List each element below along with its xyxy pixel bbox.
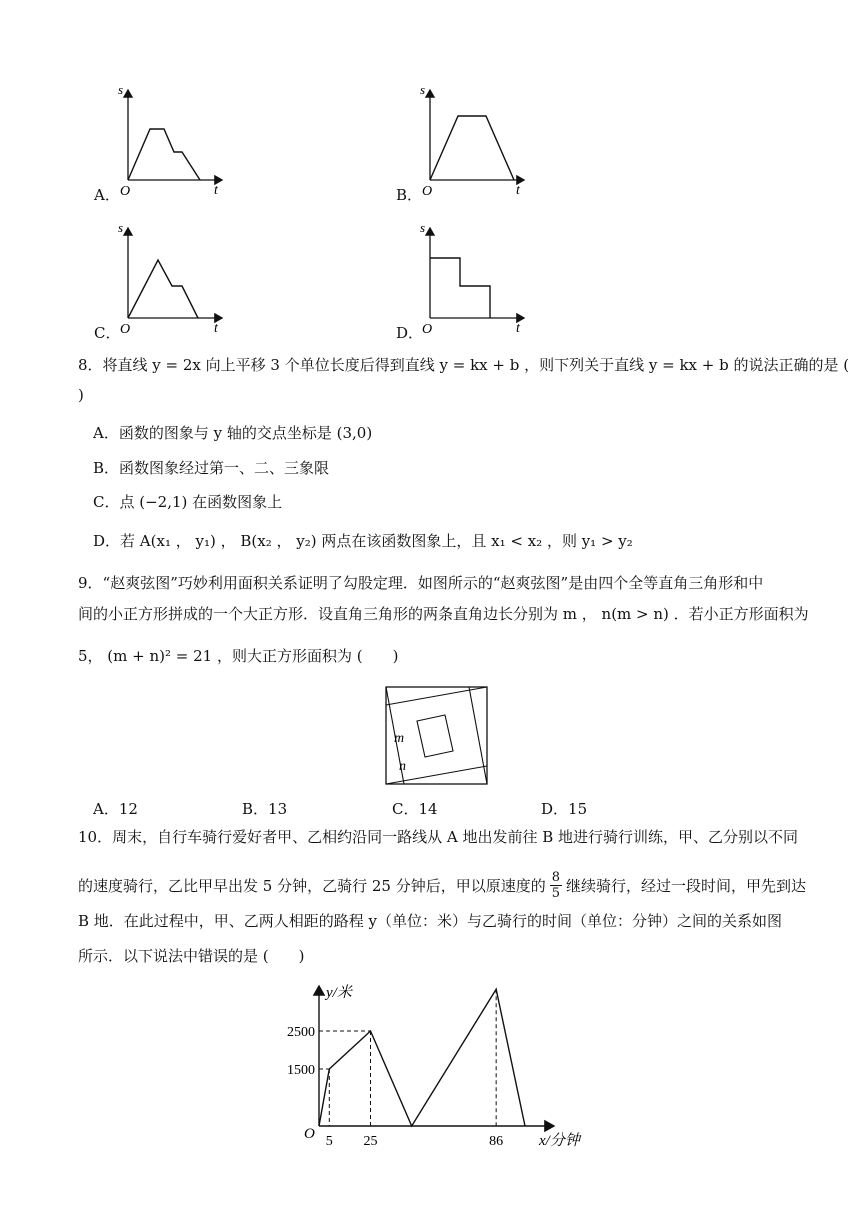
q8-stem-line2: ) [78,386,84,404]
axis-t-label: t [516,183,520,198]
q8-option-d[interactable]: D．若 A(x₁ ， y₁) ， B(x₂ ， y₂) 两点在该函数图象上，且 x₁ < x₂ ，则 y₁ > y₂ [93,532,633,550]
q7-graph-b [392,76,552,206]
q8-option-a[interactable]: A．函数的图象与 y 轴的交点坐标是 (3,0) [93,424,373,442]
graph-line [430,116,514,180]
q9-stem-line1: 9．“赵爽弦图”巧妙利用面积关系证明了勾股定理．如图所示的“赵爽弦图”是由四个全等直角三角形和中 [78,574,764,592]
origin-label: O [422,322,433,337]
q10-stem-line4: 所示．以下说法中错误的是 ( ) [78,947,305,965]
y-tick-label: 2500 [287,1025,315,1040]
y-axis-label: y/米 [326,985,352,1001]
q7-option-b[interactable] [392,76,552,206]
option-label: B． [396,186,423,204]
q7-graph-a [90,76,250,206]
q10-distance-chart [262,980,602,1155]
series-line [319,989,525,1126]
graph-line [128,260,198,318]
zhao-shuang-diagram [383,684,493,790]
option-label: D． [396,324,424,342]
q9-stem-line2: 间的小正方形拼成的一个大正方形．设直角三角形的两条直角边长分别为 m ， n(m > n) ．若小正方形面积为 [78,605,809,623]
q7-option-a[interactable] [90,76,250,206]
origin-label: O [120,184,131,199]
q10-stem-line3: B 地．在此过程中，甲、乙两人相距的路程 y（单位：米）与乙骑行的时间（单位：分钟）之间的关系如图 [78,912,783,930]
graph-line [430,258,490,318]
q10-stem-line1: 10．周末，自行车骑行爱好者甲、乙相约沿同一路线从 A 地出发前往 B 地进行骑行训练，甲、乙分别以不同 [78,828,799,846]
graph-line [128,129,200,180]
fraction-numerator: 8 [551,870,560,885]
origin-label: O [120,322,131,337]
axis-t-label: t [214,183,218,198]
q8-stem-line1: 8．将直线 y = 2x 向上平移 3 个单位长度后得到直线 y = kx + b ，则下列关于直线 y = kx + b 的说法正确的是 ( [78,356,850,374]
option-label: A． [94,186,120,204]
axis-s-label: s [118,220,124,235]
q7-option-d[interactable] [392,214,552,344]
q7-graph-d [392,214,552,344]
x-tick-label: 86 [489,1134,504,1149]
x-axis-label: x/分钟 [539,1133,580,1149]
axis-t-label: t [516,321,520,336]
q10-line2-part2: 继续骑行，经过一段时间，甲先到达 [566,876,807,895]
q9-option-c[interactable]: C．14 [392,800,438,818]
label-n: n [399,759,406,774]
axis-s-label: s [420,220,426,235]
option-label: C． [94,324,121,342]
q10-stem-line2 [78,870,806,901]
q9-option-b[interactable]: B．13 [242,800,288,818]
label-m: m [394,731,405,746]
fraction [550,870,562,901]
y-tick-label: 1500 [287,1063,315,1078]
axis-s-label: s [420,82,426,97]
origin-label: O [422,184,433,199]
q8-option-c[interactable]: C．点 (−2,1) 在函数图象上 [93,493,283,511]
x-tick-label: 5 [325,1134,333,1149]
q8-option-b[interactable]: B．函数图象经过第一、二、三象限 [93,459,330,477]
axis-s-label: s [118,82,124,97]
q9-option-a[interactable]: A．12 [93,800,138,818]
origin-label: O [304,1126,315,1142]
q10-line2-part1: 的速度骑行，乙比甲早出发 5 分钟，乙骑行 25 分钟后，甲以原速度的 [78,876,546,895]
q7-graph-c [90,214,250,344]
q7-option-c[interactable] [90,214,250,344]
fraction-denominator: 5 [551,886,560,901]
inner-square [417,715,453,757]
axis-t-label: t [214,321,218,336]
q9-stem-line3: 5， (m + n)² = 21 ，则大正方形面积为 ( ) [78,647,399,665]
q9-option-d[interactable]: D．15 [541,800,588,818]
x-tick-label: 25 [363,1134,378,1149]
